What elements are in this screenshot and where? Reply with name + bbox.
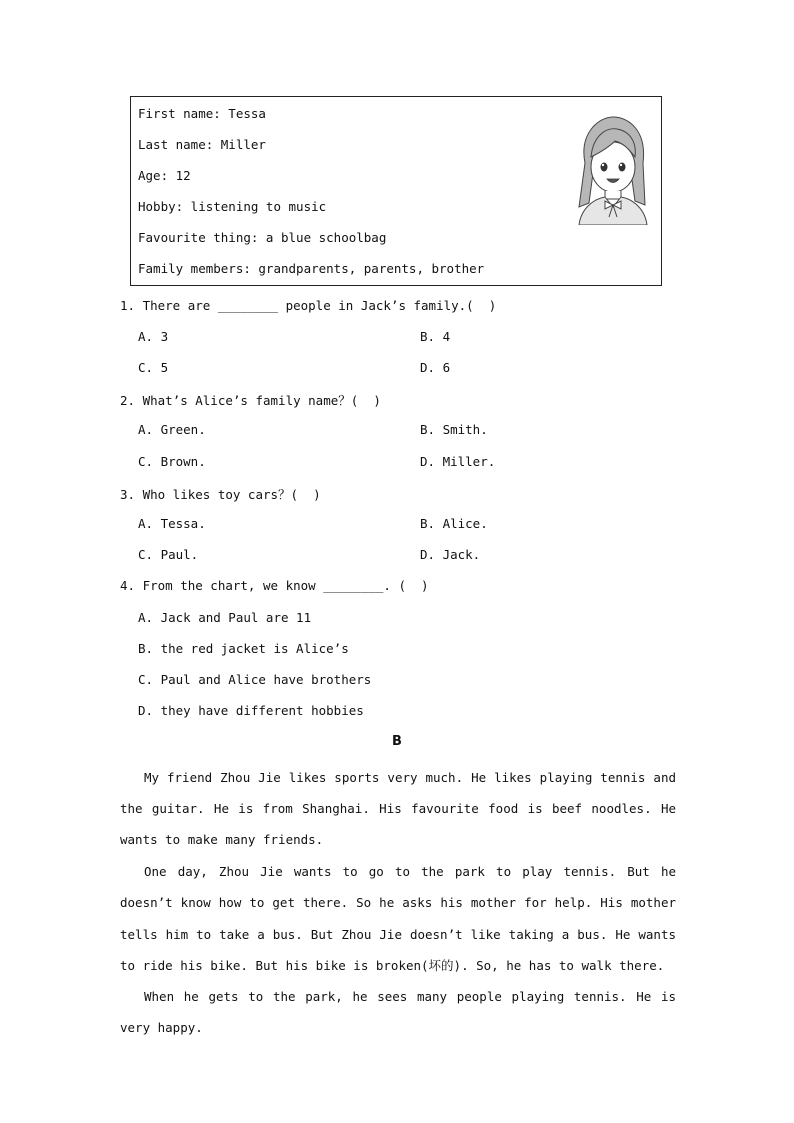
q2-option-a: A. Green. xyxy=(138,422,206,437)
family-members: Family members: grandparents, parents, brother xyxy=(138,261,485,276)
first-name: First name: Tessa xyxy=(138,106,266,121)
favourite-thing: Favourite thing: a blue schoolbag xyxy=(138,230,387,245)
q3-option-b: B. Alice. xyxy=(420,516,488,531)
question-4: 4. From the chart, we know ________. ( ) xyxy=(120,578,429,593)
passage-paragraph-1: My friend Zhou Jie likes sports very much. He likes playing tennis and the guitar. He is from Shanghai. His favourite food is beef noodles. He wants to make many friends. xyxy=(120,770,676,847)
q2-option-d: D. Miller. xyxy=(420,454,496,469)
section-b-heading: B xyxy=(392,734,402,749)
q3-option-d: D. Jack. xyxy=(420,547,481,562)
student-info-card xyxy=(130,96,662,286)
age: Age: 12 xyxy=(138,168,191,183)
q4-option-d: D. they have different hobbies xyxy=(138,703,364,718)
q2-option-c: C. Brown. xyxy=(138,454,206,469)
q4-option-b: B. the red jacket is Alice’s xyxy=(138,641,349,656)
q3-option-c: C. Paul. xyxy=(138,547,199,562)
q4-option-c: C. Paul and Alice have brothers xyxy=(138,672,372,687)
q1-option-d: D. 6 xyxy=(420,360,451,375)
q1-option-a: A. 3 xyxy=(138,329,169,344)
q1-option-c: C. 5 xyxy=(138,360,169,375)
question-1: 1. There are ________ people in Jack’s family.( ) xyxy=(120,298,497,313)
passage-paragraph-2: One day, Zhou Jie wants to go to the park to play tennis. But he doesn’t know how to get there. So he asks his mother for help. His mother tells him to take a bus. But Zhou Jie doesn’t like taking a bus. He wants to ride his bike. But his bike is broken(坏的). So, he has to walk there. xyxy=(120,864,676,973)
q3-option-a: A. Tessa. xyxy=(138,516,206,531)
question-3: 3. Who likes toy cars？( ) xyxy=(120,487,321,502)
q4-option-a: A. Jack and Paul are 11 xyxy=(138,610,312,625)
passage-paragraph-3: When he gets to the park, he sees many people playing tennis. He is very happy. xyxy=(120,989,676,1035)
hobby: Hobby: listening to music xyxy=(138,199,327,214)
q2-option-b: B. Smith. xyxy=(420,422,488,437)
girl-portrait-icon xyxy=(571,113,653,225)
question-2: 2. What’s Alice’s family name？( ) xyxy=(120,393,381,408)
last-name: Last name: Miller xyxy=(138,137,266,152)
q1-option-b: B. 4 xyxy=(420,329,451,344)
